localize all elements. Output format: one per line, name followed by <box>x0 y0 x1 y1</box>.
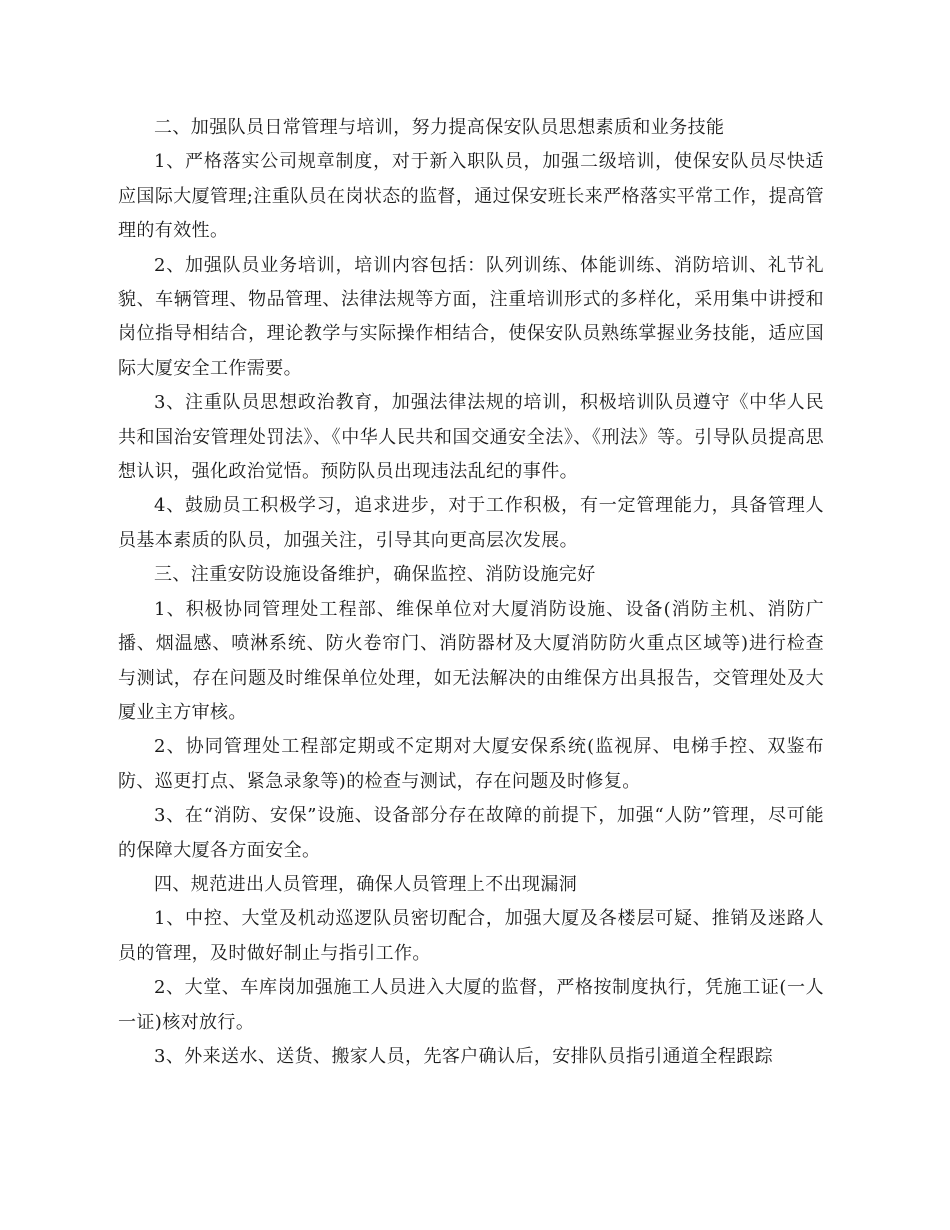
paragraph: 1、中控、大堂及机动巡逻队员密切配合，加强大厦及各楼层可疑、推销及迷路人员的管理，及时做好制止与指引工作。 <box>118 908 824 964</box>
section-heading-2: 二、加强队员日常管理与培训，努力提高保安队员思想素质和业务技能 <box>154 117 725 138</box>
paragraph: 2、协同管理处工程部定期或不定期对大厦安保系统(监视屏、电梯手控、双鉴布防、巡更打点、紧急录象等)的检查与测试，存在问题及时修复。 <box>118 736 824 792</box>
paragraph: 3、在“消防、安保”设施、设备部分存在故障的前提下，加强“人防”管理，尽可能的保障大厦各方面安全。 <box>118 805 824 861</box>
section-heading-4: 四、规范进出人员管理，确保人员管理上不出现漏洞 <box>154 873 578 895</box>
section-heading-3: 三、注重安防设施设备维护，确保监控、消防设施完好 <box>154 564 596 586</box>
document-body <box>118 111 824 1074</box>
paragraph: 3、注重队员思想政治教育，加强法律法规的培训，积极培训队员遵守《中华人民共和国治安管理处罚法》、《中华人民共和国交通安全法》、《刑法》等。引导队员提高思想认识，强化政治觉悟。预防队员出现违法乱纪的事件。 <box>118 392 824 483</box>
paragraph: 1、严格落实公司规章制度，对于新入职队员，加强二级培训，使保安队员尽快适应国际大厦管理;注重队员在岗状态的监督，通过保安班长来严格落实平常工作，提高管理的有效性。 <box>118 151 824 242</box>
paragraph: 2、大堂、车库岗加强施工人员进入大厦的监督，严格按制度执行，凭施工证(一人一证)核对放行。 <box>118 977 824 1033</box>
paragraph: 4、鼓励员工积极学习，追求进步，对于工作积极，有一定管理能力，具备管理人员基本素质的队员，加强关注，引导其向更高层次发展。 <box>118 495 824 551</box>
paragraph: 2、加强队员业务培训，培训内容包括：队列训练、体能训练、消防培训、礼节礼貌、车辆管理、物品管理、法律法规等方面，注重培训形式的多样化，采用集中讲授和岗位指导相结合，理论教学与实际操作相结合，使保安队员熟练掌握业务技能，适应国际大厦安全工作需要。 <box>118 254 824 379</box>
paragraph: 1、积极协同管理处工程部、维保单位对大厦消防设施、设备(消防主机、消防广播、烟温感、喷淋系统、防火卷帘门、消防器材及大厦消防防火重点区域等)进行检查与测试，存在问题及时维保单位处理，如无法解决的由维保方出具报告，交管理处及大厦业主方审核。 <box>118 598 824 723</box>
paragraph: 3、外来送水、送货、搬家人员，先客户确认后，安排队员指引通道全程跟踪 <box>154 1045 774 1067</box>
